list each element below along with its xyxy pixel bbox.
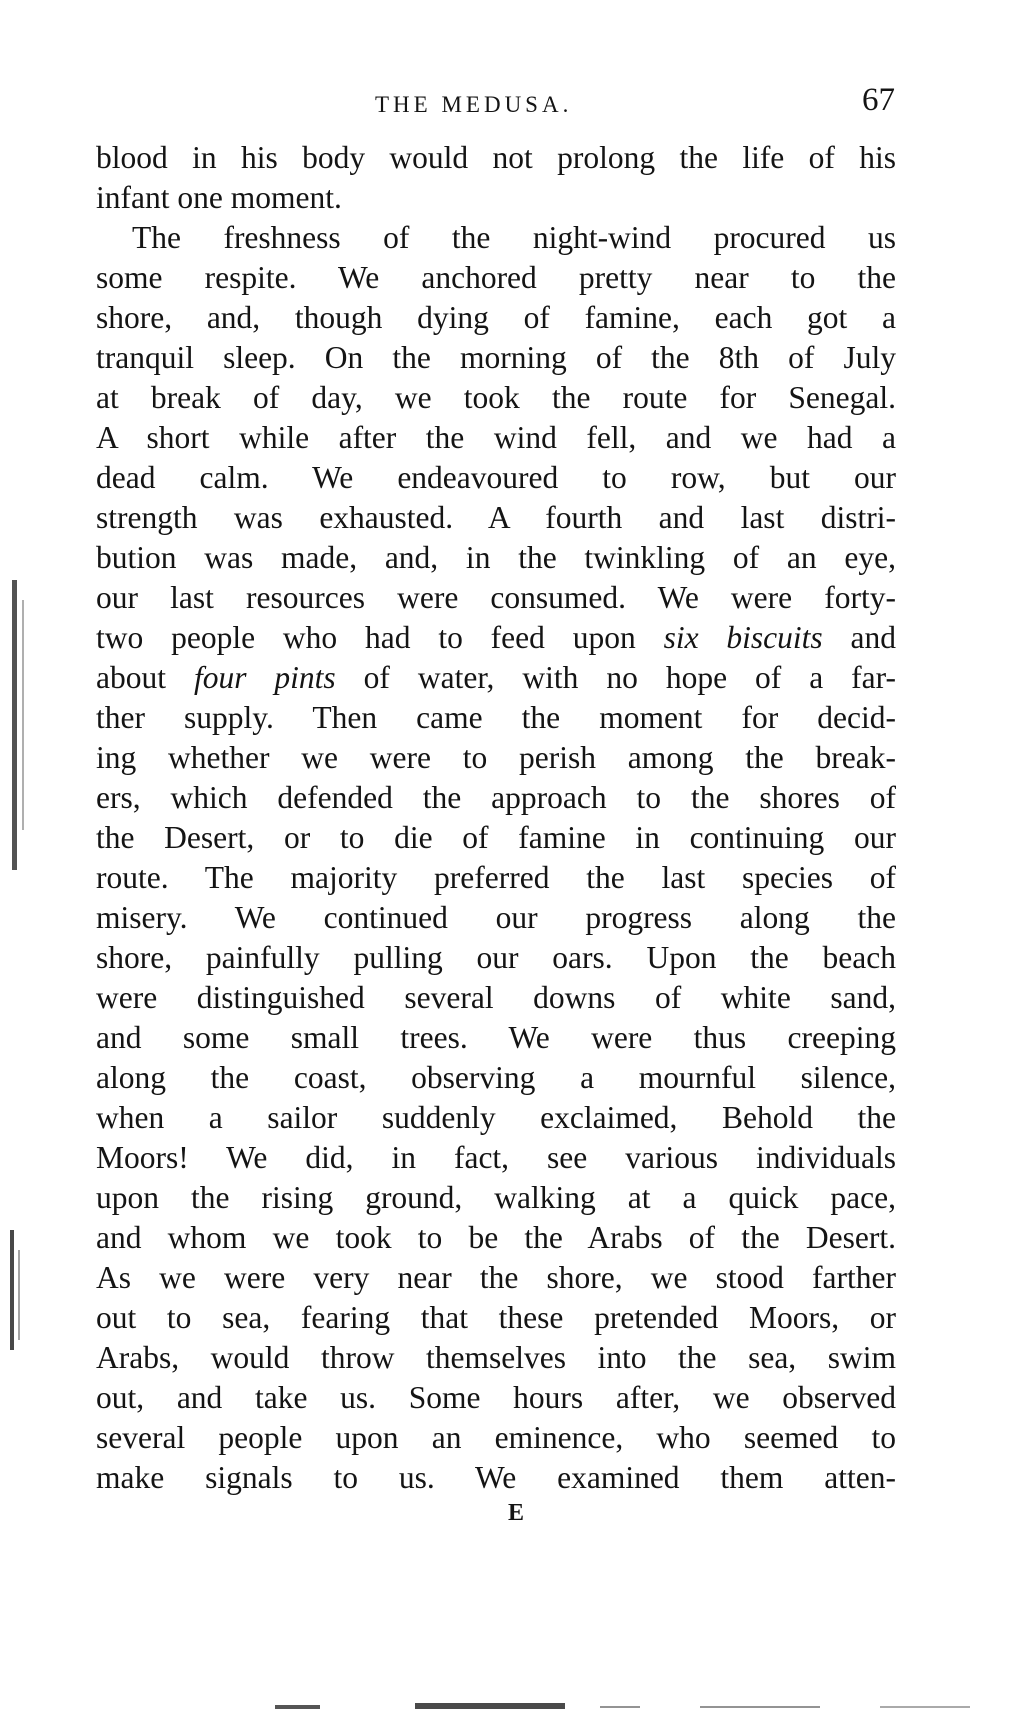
text-run: two people who had to feed upon bbox=[96, 620, 664, 655]
text-line: blood in his body would not prolong the life of his bbox=[96, 140, 896, 175]
text-line: strength was exhausted. A fourth and last distri- bbox=[96, 500, 896, 535]
binding-shadow bbox=[10, 1230, 14, 1350]
text-line: and some small trees. We were thus creeping bbox=[96, 1020, 896, 1055]
text-line: route. The majority preferred the last species of bbox=[96, 860, 896, 895]
text-line: As we were very near the shore, we stood farther bbox=[96, 1260, 896, 1295]
scan-smudge bbox=[880, 1706, 970, 1708]
text-line: ers, which defended the approach to the shores of bbox=[96, 780, 896, 815]
text-line: shore, and, though dying of famine, each got a bbox=[96, 300, 896, 335]
text-line: upon the rising ground, walking at a quick pace, bbox=[96, 1180, 896, 1215]
page-number: 67 bbox=[862, 82, 895, 118]
text-line: were distinguished several downs of white sand, bbox=[96, 980, 896, 1015]
signature-mark: E bbox=[508, 1500, 525, 1526]
running-head bbox=[95, 82, 895, 122]
text-line: out, and take us. Some hours after, we observed bbox=[96, 1380, 896, 1415]
text-line: out to sea, fearing that these pretended Moors, or bbox=[96, 1300, 896, 1335]
text-run: of water, with no hope of a far- bbox=[335, 660, 896, 695]
text-run: and bbox=[822, 620, 896, 655]
text-line: A short while after the wind fell, and we had a bbox=[96, 420, 896, 455]
italic-text: six biscuits bbox=[663, 620, 823, 655]
text-line: some respite. We anchored pretty near to the bbox=[96, 260, 896, 295]
text-line bbox=[96, 658, 896, 698]
text-line: along the coast, observing a mournful silence, bbox=[96, 1060, 896, 1095]
text-run: about bbox=[96, 660, 194, 695]
text-line: dead calm. We endeavoured to row, but our bbox=[96, 460, 896, 495]
text-line: several people upon an eminence, who seemed to bbox=[96, 1420, 896, 1455]
scan-smudge bbox=[600, 1706, 640, 1708]
text-line: when a sailor suddenly exclaimed, Behold the bbox=[96, 1100, 896, 1135]
text-line: make signals to us. We examined them atten- bbox=[96, 1460, 896, 1495]
text-line bbox=[96, 618, 896, 658]
scan-smudge bbox=[415, 1703, 565, 1709]
text-line: at break of day, we took the route for Senegal. bbox=[96, 380, 896, 415]
italic-text: four pints bbox=[193, 660, 336, 695]
scan-smudge bbox=[700, 1706, 820, 1708]
binding-shadow bbox=[22, 600, 24, 830]
text-line: Moors! We did, in fact, see various individuals bbox=[96, 1140, 896, 1175]
text-line: and whom we took to be the Arabs of the Desert. bbox=[96, 1220, 896, 1255]
text-line: our last resources were consumed. We were forty- bbox=[96, 580, 896, 615]
scan-smudge bbox=[275, 1705, 320, 1709]
text-line: Arabs, would throw themselves into the sea, swim bbox=[96, 1340, 896, 1375]
binding-shadow bbox=[18, 1250, 20, 1340]
text-line: ing whether we were to perish among the break- bbox=[96, 740, 896, 775]
running-title: THE MEDUSA. bbox=[375, 92, 573, 117]
text-line: the Desert, or to die of famine in continuing our bbox=[96, 820, 896, 855]
text-line: infant one moment. bbox=[96, 180, 342, 215]
text-line: The freshness of the night-wind procured us bbox=[132, 220, 896, 255]
text-line: shore, painfully pulling our oars. Upon the beach bbox=[96, 940, 896, 975]
text-line: bution was made, and, in the twinkling of an eye, bbox=[96, 540, 896, 575]
text-line: tranquil sleep. On the morning of the 8th of July bbox=[96, 340, 896, 375]
text-line: misery. We continued our progress along the bbox=[96, 900, 896, 935]
body-text bbox=[96, 138, 896, 1498]
text-line: ther supply. Then came the moment for decid- bbox=[96, 700, 896, 735]
binding-shadow bbox=[12, 580, 17, 870]
